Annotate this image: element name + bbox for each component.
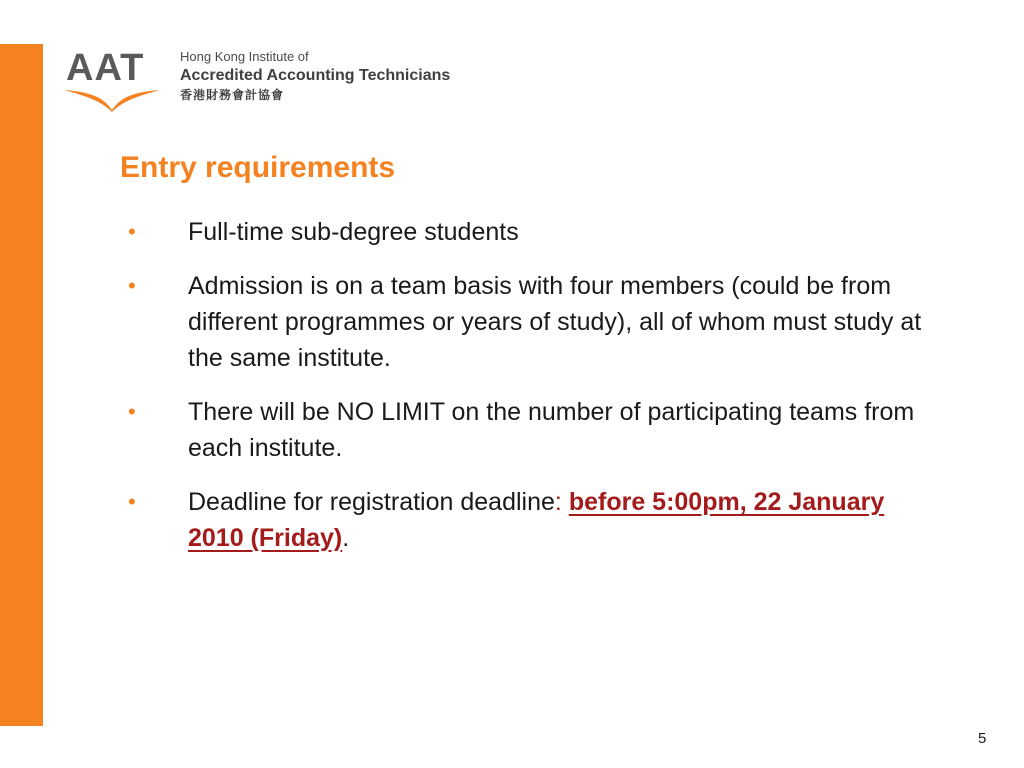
bullet-text: Admission is on a team basis with four members (could be from different programmes or years of study), all of whom must study at the same institute. bbox=[188, 272, 922, 372]
logo-text-block bbox=[180, 50, 450, 101]
side-accent-bar bbox=[0, 44, 43, 726]
logo-org-line1: Hong Kong Institute of bbox=[180, 49, 309, 64]
bullet-colon: : bbox=[554, 488, 562, 516]
bullet-suffix: . bbox=[342, 524, 350, 552]
bullet-list bbox=[128, 214, 928, 574]
slide-title: Entry requirements bbox=[120, 151, 396, 184]
bullet-item bbox=[128, 214, 928, 250]
bullet-text: Deadline for registration deadline bbox=[188, 488, 555, 516]
bullet-text: Full-time sub-degree students bbox=[188, 218, 519, 246]
aat-logo-mark bbox=[62, 46, 162, 112]
aat-logo bbox=[62, 46, 462, 112]
page-number: 5 bbox=[978, 730, 987, 747]
bullet-item bbox=[128, 394, 928, 466]
bullet-marker: • bbox=[128, 219, 136, 244]
logo-mark-text: AAT bbox=[66, 47, 145, 89]
logo-swoosh-icon bbox=[62, 88, 162, 112]
logo-org-line2: Accredited Accounting Technicians bbox=[180, 67, 451, 84]
bullet-marker: • bbox=[128, 273, 136, 298]
bullet-marker: • bbox=[128, 489, 136, 514]
bullet-marker: • bbox=[128, 399, 136, 424]
deadline-highlight: before 5:00pm, 22 January 2010 (Friday) bbox=[188, 488, 885, 552]
bullet-text: There will be NO LIMIT on the number of participating teams from each institute. bbox=[188, 398, 915, 462]
bullet-item-deadline bbox=[128, 484, 928, 556]
logo-org-chinese: 香港財務會計協會 bbox=[180, 88, 285, 102]
bullet-item bbox=[128, 268, 928, 376]
